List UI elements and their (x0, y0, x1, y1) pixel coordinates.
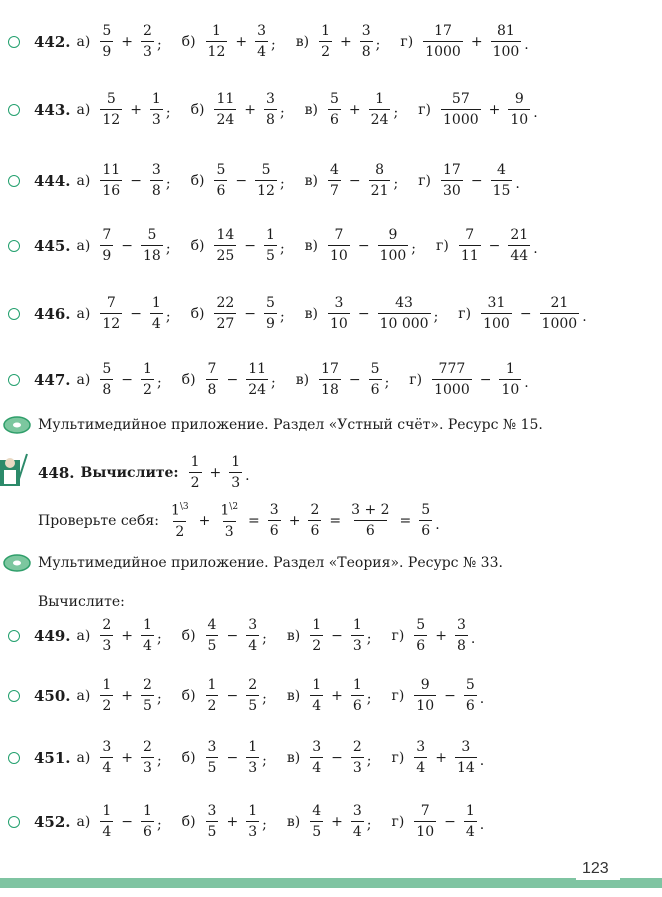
fraction: $\frac{3}{5}$ (207, 739, 217, 776)
disc-icon (2, 414, 32, 436)
operator: − (121, 813, 134, 830)
part-letter: а) (76, 687, 91, 704)
part-letter: г) (409, 371, 423, 388)
punctuation: ; (411, 241, 417, 257)
fraction: $\frac{1}{12}$ (207, 23, 226, 60)
exercise-number: 443. (34, 100, 71, 119)
fraction: $\frac{1}{6}$ (143, 803, 152, 840)
punctuation: ; (279, 241, 285, 257)
part-letter: б) (181, 371, 196, 388)
part-letter: г) (391, 813, 405, 830)
operator: + (226, 813, 239, 830)
circle-marker-icon (8, 690, 20, 702)
punctuation: ; (366, 691, 372, 707)
fraction: $\frac{3}{4}$ (257, 23, 267, 60)
exercise-part (458, 296, 586, 331)
fraction: $\frac{3}{14}$ (456, 739, 475, 776)
punctuation: . (479, 691, 485, 707)
part-letter: а) (76, 101, 91, 118)
punctuation: ; (165, 309, 171, 325)
fraction: $\frac{1}{5}$ (266, 227, 275, 264)
part-letter: а) (76, 749, 91, 766)
operator: − (226, 627, 239, 644)
circle-marker-icon (8, 308, 20, 320)
fraction: $\frac{5}{6}$ (370, 361, 380, 398)
exercise-452 (8, 804, 484, 839)
fraction: $\frac{2}{3}$ (352, 739, 362, 776)
fraction: $\frac{3}{8}$ (456, 617, 466, 654)
part-letter: б) (190, 305, 205, 322)
circle-marker-icon (8, 752, 20, 764)
punctuation: ; (262, 817, 267, 833)
punctuation: ; (262, 631, 267, 647)
exercise-part (77, 678, 162, 713)
fraction: $\frac{4}{15}$ (492, 162, 511, 199)
fraction: $\frac{5}{9}$ (102, 23, 112, 60)
fraction: $\frac{21}{44}$ (510, 227, 529, 264)
punctuation: . (479, 817, 485, 833)
fraction: $\frac{1}{3}$ (352, 617, 362, 654)
fraction: $\frac{17}{18}$ (321, 361, 339, 398)
exercise-number: 447. (34, 370, 71, 389)
punctuation: ; (156, 691, 162, 707)
fraction: $\frac{1}{10}$ (501, 361, 520, 398)
fraction: $\frac{22}{27}$ (216, 295, 235, 332)
part-letter: в) (304, 237, 318, 254)
operator: + (130, 101, 142, 118)
fraction: $\frac{5}{8}$ (102, 361, 112, 398)
operator: + (331, 687, 343, 704)
part-letter: а) (76, 237, 91, 254)
exercise-part (77, 740, 162, 775)
operator: − (444, 687, 456, 704)
exercise-part (296, 362, 390, 397)
exercise-part (391, 618, 475, 653)
punctuation: ; (156, 753, 162, 769)
fraction: $\frac{5}{18}$ (143, 227, 161, 264)
fraction: $\frac{3}{4}$ (416, 739, 426, 776)
punctuation: ; (366, 631, 372, 647)
exercise-449 (8, 618, 475, 653)
fraction: $\frac{1}{3}$ (248, 803, 258, 840)
fraction: $\frac{1}{4}$ (102, 803, 112, 840)
operator: + (235, 33, 248, 50)
punctuation: ; (433, 309, 439, 325)
fraction: $\frac{3}{10}$ (330, 295, 348, 332)
operator: − (244, 237, 257, 254)
part-letter: г) (418, 172, 431, 189)
fraction: $\frac{1}{2}$ (102, 677, 112, 714)
part-letter: г) (400, 33, 414, 50)
exercise-part (305, 296, 439, 331)
fraction: $\frac{5}{12}$ (102, 91, 121, 128)
exercise-part (305, 92, 399, 127)
exercise-451 (8, 740, 484, 775)
fraction: $\frac{17}{1000}$ (425, 23, 461, 60)
fraction: $\frac{2}{5}$ (143, 677, 152, 714)
fraction: $\frac{4}{7}$ (330, 162, 339, 199)
exercise-part (77, 618, 162, 653)
fraction: $\frac{1}{3}$ (231, 454, 241, 491)
operator: + (121, 627, 134, 644)
part-letter: а) (76, 371, 91, 388)
part-letter: б) (190, 237, 205, 254)
punctuation: ; (271, 37, 276, 53)
operator: − (348, 172, 361, 189)
part-letter: в) (295, 371, 310, 388)
fraction: $\frac{3}{4}$ (352, 803, 362, 840)
fraction: $\frac{11}{16}$ (102, 162, 121, 199)
fraction: $\frac{7}{12}$ (102, 295, 121, 332)
fraction: $\frac{7}{10}$ (330, 227, 348, 264)
operator: + (244, 101, 257, 118)
fraction: $\frac{1}{4}$ (151, 295, 161, 332)
exercise-part (400, 24, 528, 59)
fraction: $\frac{1}{3}$ (151, 91, 161, 128)
part-letter: б) (181, 687, 196, 704)
circle-marker-icon (8, 175, 20, 187)
part-letter: б) (181, 749, 196, 766)
punctuation: ; (165, 176, 171, 192)
fraction: $\frac{1}{2}$ (143, 361, 152, 398)
exercise-448: 448. Вычислите: $\frac{1}{2}$ + $\frac{1}{3}$ . (38, 454, 250, 491)
operator: + (121, 687, 134, 704)
punctuation: ; (384, 375, 390, 391)
fraction: $\frac{2}{3}$ (143, 739, 152, 776)
operator: − (348, 371, 361, 388)
fraction: $\frac{11}{24}$ (248, 361, 267, 398)
exercise-part (77, 163, 171, 198)
exercise-part (391, 678, 484, 713)
fraction: $\frac{5}{6}$ (416, 617, 426, 654)
exercise-part (391, 804, 484, 839)
operator: − (444, 813, 456, 830)
part-letter: г) (418, 101, 431, 118)
punctuation: . (524, 37, 529, 53)
fraction: $\frac{3}{8}$ (266, 91, 275, 128)
punctuation: ; (366, 817, 372, 833)
punctuation: ; (271, 375, 276, 391)
punctuation: . (533, 105, 538, 121)
fraction: $\frac{14}{25}$ (216, 227, 235, 264)
teacher-icon (0, 452, 28, 492)
punctuation: . (479, 753, 485, 769)
fraction: $\frac{1}{3}$ (248, 739, 258, 776)
operator: + (121, 33, 134, 50)
fraction: $\frac{3}{8}$ (151, 162, 161, 199)
disc-icon (2, 552, 32, 574)
operator: − (331, 749, 343, 766)
operator: − (121, 371, 134, 388)
exercise-part (287, 804, 372, 839)
fraction: $\frac{1}{24}$ (370, 91, 389, 128)
part-letter: а) (76, 305, 91, 322)
circle-marker-icon (8, 816, 20, 828)
fraction: $\frac{2}{6}$ (310, 502, 320, 540)
fraction: $\frac{57}{1000}$ (443, 91, 479, 128)
fraction: $\frac{2}{3}$ (143, 23, 152, 60)
exercise-number: 452. (34, 812, 71, 831)
fraction: $\frac{5}{6}$ (421, 502, 431, 540)
fraction: $\frac{1}{2}$ (321, 23, 331, 60)
punctuation: ; (156, 37, 162, 53)
fraction: $\frac{1}{4}$ (312, 677, 322, 714)
fraction: $\frac{3}{5}$ (207, 803, 217, 840)
exercise-part (191, 92, 285, 127)
check-yourself: Проверьте себя: $\frac{1^{\backslash 3}}{2}$ + $\frac{1^{\backslash 2}}{3}$ = $\frac{3}{6}$ + $\frac{2}{6}$ = $\frac{3 + 2}{6}$ = $\frac{5}{6}$ . (38, 502, 440, 540)
part-letter: а) (76, 33, 91, 50)
fraction: $\frac{1^{\backslash 3}}{2}$ (170, 502, 189, 540)
part-letter: г) (391, 749, 405, 766)
operator: − (130, 305, 142, 322)
exercise-part (391, 740, 484, 775)
part-letter: г) (391, 627, 405, 644)
operator: + (488, 101, 501, 118)
operator: − (226, 749, 239, 766)
exercise-number: 444. (34, 171, 71, 190)
part-letter: б) (181, 813, 196, 830)
operator: + (435, 627, 447, 644)
fraction: $\frac{7}{8}$ (207, 361, 217, 398)
exercise-part (418, 92, 537, 127)
operator: − (357, 305, 370, 322)
exercise-part (182, 24, 276, 59)
exercise-part (305, 163, 399, 198)
punctuation: ; (393, 105, 399, 121)
part-letter: б) (190, 172, 205, 189)
exercise-part (287, 678, 372, 713)
exercise-446 (8, 296, 587, 331)
exercise-443 (8, 92, 538, 127)
fraction: $\frac{1}{4}$ (465, 803, 475, 840)
part-letter: г) (458, 305, 472, 322)
punctuation: . (470, 631, 476, 647)
part-letter: г) (391, 687, 405, 704)
circle-marker-icon (8, 36, 20, 48)
operator: − (331, 627, 343, 644)
exercise-442 (8, 24, 529, 59)
punctuation: . (524, 375, 529, 391)
part-letter: а) (76, 627, 91, 644)
exercise-part (182, 804, 267, 839)
operator: + (121, 749, 134, 766)
fraction: $\frac{1}{6}$ (352, 677, 362, 714)
fraction: $\frac{3}{8}$ (361, 23, 371, 60)
operator: + (470, 33, 483, 50)
circle-marker-icon (8, 104, 20, 116)
check-label: Проверьте себя: (38, 512, 159, 529)
exercise-part (77, 296, 171, 331)
fraction: $\frac{43}{10 000}$ (379, 295, 429, 332)
fraction: $\frac{5}{12}$ (257, 162, 275, 199)
part-letter: в) (286, 687, 301, 704)
fraction: $\frac{1}{2}$ (190, 454, 200, 491)
fraction: $\frac{9}{10}$ (416, 677, 435, 714)
fraction: $\frac{3}{6}$ (269, 502, 279, 540)
exercise-447 (8, 362, 529, 397)
bottom-bar (0, 878, 662, 888)
fraction: $\frac{1^{\backslash 2}}{3}$ (220, 502, 239, 540)
punctuation: ; (156, 375, 162, 391)
exercise-part (191, 296, 285, 331)
exercise-number: 449. (34, 626, 71, 645)
operator: + (340, 33, 352, 50)
operator: − (235, 172, 248, 189)
operator: − (130, 172, 142, 189)
exercise-part (409, 362, 528, 397)
part-letter: б) (181, 33, 196, 50)
part-letter: г) (436, 237, 449, 254)
exercise-445 (8, 228, 538, 263)
circle-marker-icon (8, 240, 20, 252)
exercise-number: 451. (34, 748, 71, 767)
punctuation: ; (393, 176, 399, 192)
exercise-part (287, 740, 372, 775)
punctuation: ; (375, 37, 381, 53)
operator: + (348, 101, 361, 118)
exercise-part (77, 362, 162, 397)
operator: − (121, 237, 134, 254)
fraction: $\frac{1}{4}$ (143, 617, 152, 654)
fraction: $\frac{21}{1000}$ (541, 295, 578, 332)
fraction: $\frac{81}{100}$ (492, 23, 520, 60)
operator: − (470, 172, 483, 189)
fraction: $\frac{17}{30}$ (443, 162, 461, 199)
fraction: $\frac{5}{9}$ (266, 295, 275, 332)
fraction: $\frac{777}{1000}$ (434, 361, 470, 398)
fraction: $\frac{7}{10}$ (416, 803, 435, 840)
fraction: $\frac{3}{4}$ (248, 617, 258, 654)
exercise-part (287, 618, 372, 653)
exercise-part (182, 740, 267, 775)
exercise-part (296, 24, 381, 59)
exercise-part (305, 228, 416, 263)
fraction: $\frac{11}{24}$ (216, 91, 235, 128)
punctuation: ; (156, 631, 162, 647)
exercise-part (77, 92, 171, 127)
part-letter: а) (76, 172, 91, 189)
punctuation: ; (366, 753, 372, 769)
fraction: $\frac{5}{6}$ (465, 677, 475, 714)
exercise-part (77, 228, 171, 263)
fraction: $\frac{5}{6}$ (330, 91, 339, 128)
exercise-part (436, 228, 538, 263)
exercise-part (418, 163, 520, 198)
fraction: $\frac{2}{5}$ (248, 677, 258, 714)
fraction: $\frac{4}{5}$ (312, 803, 322, 840)
operator: − (244, 305, 257, 322)
punctuation: ; (279, 309, 285, 325)
punctuation: ; (165, 241, 171, 257)
operator: − (357, 237, 370, 254)
fraction: $\frac{3}{4}$ (102, 739, 112, 776)
punctuation: ; (156, 817, 162, 833)
operator: − (519, 305, 532, 322)
multimedia-note-1 (2, 414, 543, 436)
operator: + (331, 813, 343, 830)
fraction: $\frac{7}{11}$ (460, 227, 479, 264)
exercise-part (182, 678, 267, 713)
part-letter: в) (286, 627, 301, 644)
part-letter: в) (304, 101, 318, 118)
fraction: $\frac{2}{3}$ (102, 617, 112, 654)
page-number: 123 (582, 860, 609, 877)
multimedia-text-1: Мультимедийное приложение. Раздел «Устный счёт». Ресурс № 15. (38, 417, 543, 433)
part-letter: в) (304, 305, 318, 322)
punctuation: ; (262, 691, 267, 707)
part-letter: б) (181, 627, 196, 644)
fraction: $\frac{3 + 2}{6}$ (351, 502, 390, 540)
compute-label: Вычислите: (38, 594, 125, 610)
punctuation: . (533, 241, 538, 257)
punctuation: ; (279, 105, 285, 121)
part-letter: б) (190, 101, 205, 118)
part-letter: в) (295, 33, 310, 50)
exercise-part (182, 618, 267, 653)
operator: − (488, 237, 501, 254)
fraction: $\frac{5}{6}$ (216, 162, 226, 199)
punctuation: ; (279, 176, 285, 192)
exercise-number: 445. (34, 236, 71, 255)
multimedia-note-2 (2, 552, 503, 574)
fraction: $\frac{4}{5}$ (207, 617, 217, 654)
punctuation: . (515, 176, 520, 192)
part-letter: в) (286, 813, 301, 830)
fraction: $\frac{9}{10}$ (510, 91, 529, 128)
circle-marker-icon (8, 630, 20, 642)
exercise-number: 442. (34, 32, 71, 51)
punctuation: ; (165, 105, 171, 121)
circle-marker-icon (8, 374, 20, 386)
punctuation: ; (262, 753, 267, 769)
punctuation: . (582, 309, 587, 325)
exercise-number: 450. (34, 686, 71, 705)
exercise-part (77, 804, 162, 839)
exercise-part (191, 163, 285, 198)
fraction: $\frac{1}{2}$ (312, 617, 322, 654)
exercise-number: 448. (38, 463, 75, 482)
fraction: $\frac{3}{4}$ (312, 739, 322, 776)
exercise-444 (8, 163, 520, 198)
fraction: $\frac{8}{21}$ (370, 162, 389, 199)
operator: − (479, 371, 492, 388)
exercise-450 (8, 678, 484, 713)
operator: − (226, 371, 239, 388)
exercise-number: 446. (34, 304, 71, 323)
fraction: $\frac{7}{9}$ (102, 227, 112, 264)
exercise-part (77, 24, 162, 59)
exercise-label: Вычислите: (80, 464, 179, 481)
operator: + (435, 749, 447, 766)
exercise-part (191, 228, 285, 263)
exercise-part (182, 362, 276, 397)
multimedia-text-2: Мультимедийное приложение. Раздел «Теория». Ресурс № 33. (38, 555, 503, 571)
fraction: $\frac{31}{100}$ (483, 295, 510, 332)
part-letter: в) (304, 172, 318, 189)
fraction: $\frac{9}{100}$ (379, 227, 407, 264)
part-letter: а) (76, 813, 91, 830)
part-letter: в) (286, 749, 301, 766)
fraction: $\frac{1}{2}$ (207, 677, 217, 714)
operator: − (226, 687, 239, 704)
